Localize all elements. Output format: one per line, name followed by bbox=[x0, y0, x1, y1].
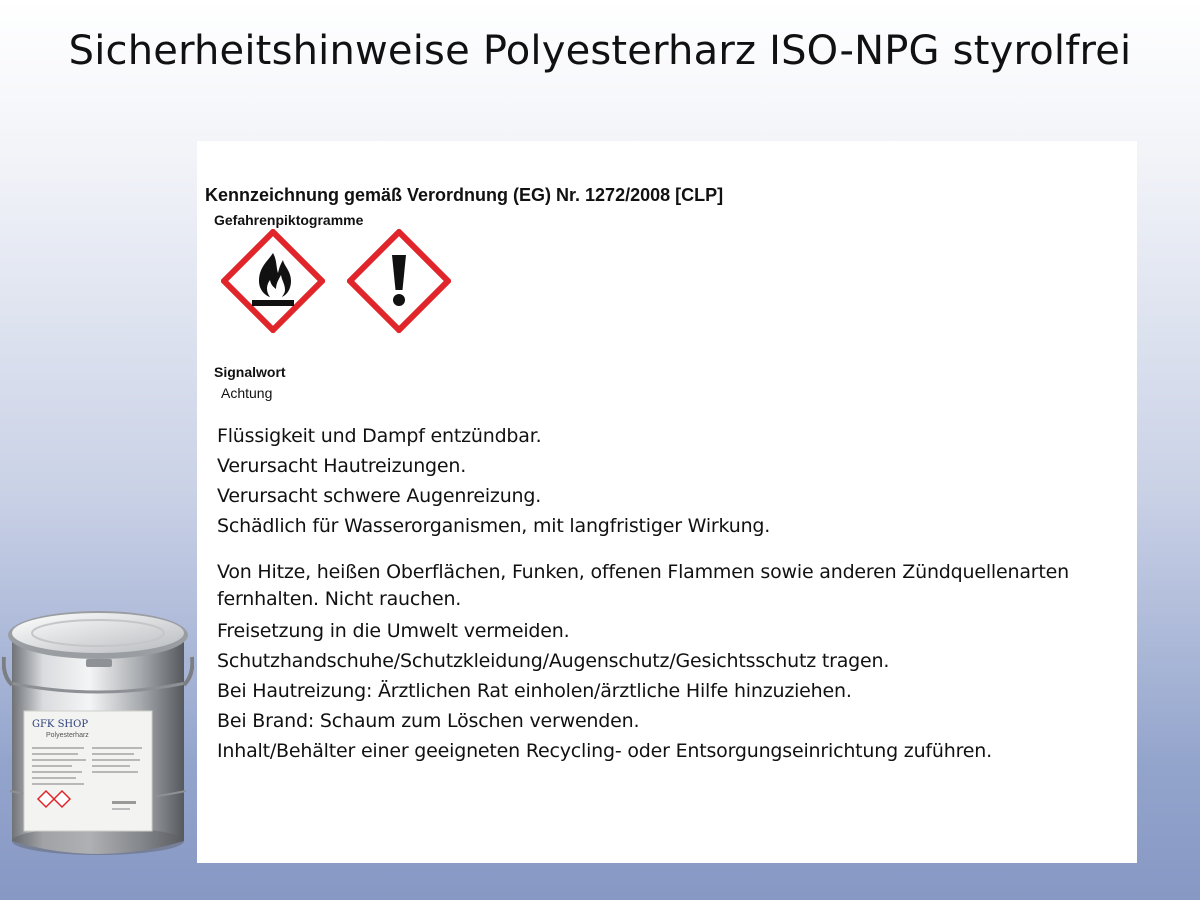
clp-label-panel bbox=[197, 141, 1137, 863]
resin-bucket-image bbox=[2, 605, 194, 870]
precautionary-statement: Bei Hautreizung: Ärztlichen Rat einholen/ärztliche Hilfe hinzuziehen. bbox=[217, 680, 852, 702]
bucket-product-name: Polyesterharz bbox=[46, 732, 89, 739]
hazard-statement: Verursacht Hautreizungen. bbox=[217, 455, 467, 477]
safety-statements bbox=[217, 421, 1132, 766]
exclamation-mark-icon bbox=[347, 229, 451, 333]
signal-word: Achtung bbox=[221, 385, 273, 401]
precautionary-statement: Von Hitze, heißen Oberflächen, Funken, offenen Flammen sowie anderen Zündquellenarten fernhalten. Nicht rauchen. bbox=[217, 561, 1069, 610]
clp-heading: Kennzeichnung gemäß Verordnung (EG) Nr. 1272/2008 [CLP] bbox=[205, 185, 724, 205]
flame-icon bbox=[221, 229, 325, 333]
precautionary-statement: Bei Brand: Schaum zum Löschen verwenden. bbox=[217, 710, 640, 732]
precautionary-statement: Schutzhandschuhe/Schutzkleidung/Augenschutz/Gesichtsschutz tragen. bbox=[217, 650, 890, 672]
hazard-statement: Schädlich für Wasserorganismen, mit langfristiger Wirkung. bbox=[217, 515, 771, 537]
signal-word-label: Signalwort bbox=[214, 364, 286, 380]
precautionary-statement: Freisetzung in die Umwelt vermeiden. bbox=[217, 620, 570, 642]
slide-title: Sicherheitshinweise Polyesterharz ISO-NPG styrolfrei bbox=[68, 28, 1132, 74]
pictograms-heading: Gefahrenpiktogramme bbox=[214, 212, 364, 228]
precautionary-statement: Inhalt/Behälter einer geeigneten Recycling- oder Entsorgungseinrichtung zuführen. bbox=[217, 740, 992, 762]
bucket-brand-logo: GFK SHOP bbox=[32, 719, 89, 730]
hazard-statement: Flüssigkeit und Dampf entzündbar. bbox=[217, 425, 542, 447]
hazard-statement: Verursacht schwere Augenreizung. bbox=[217, 485, 542, 507]
